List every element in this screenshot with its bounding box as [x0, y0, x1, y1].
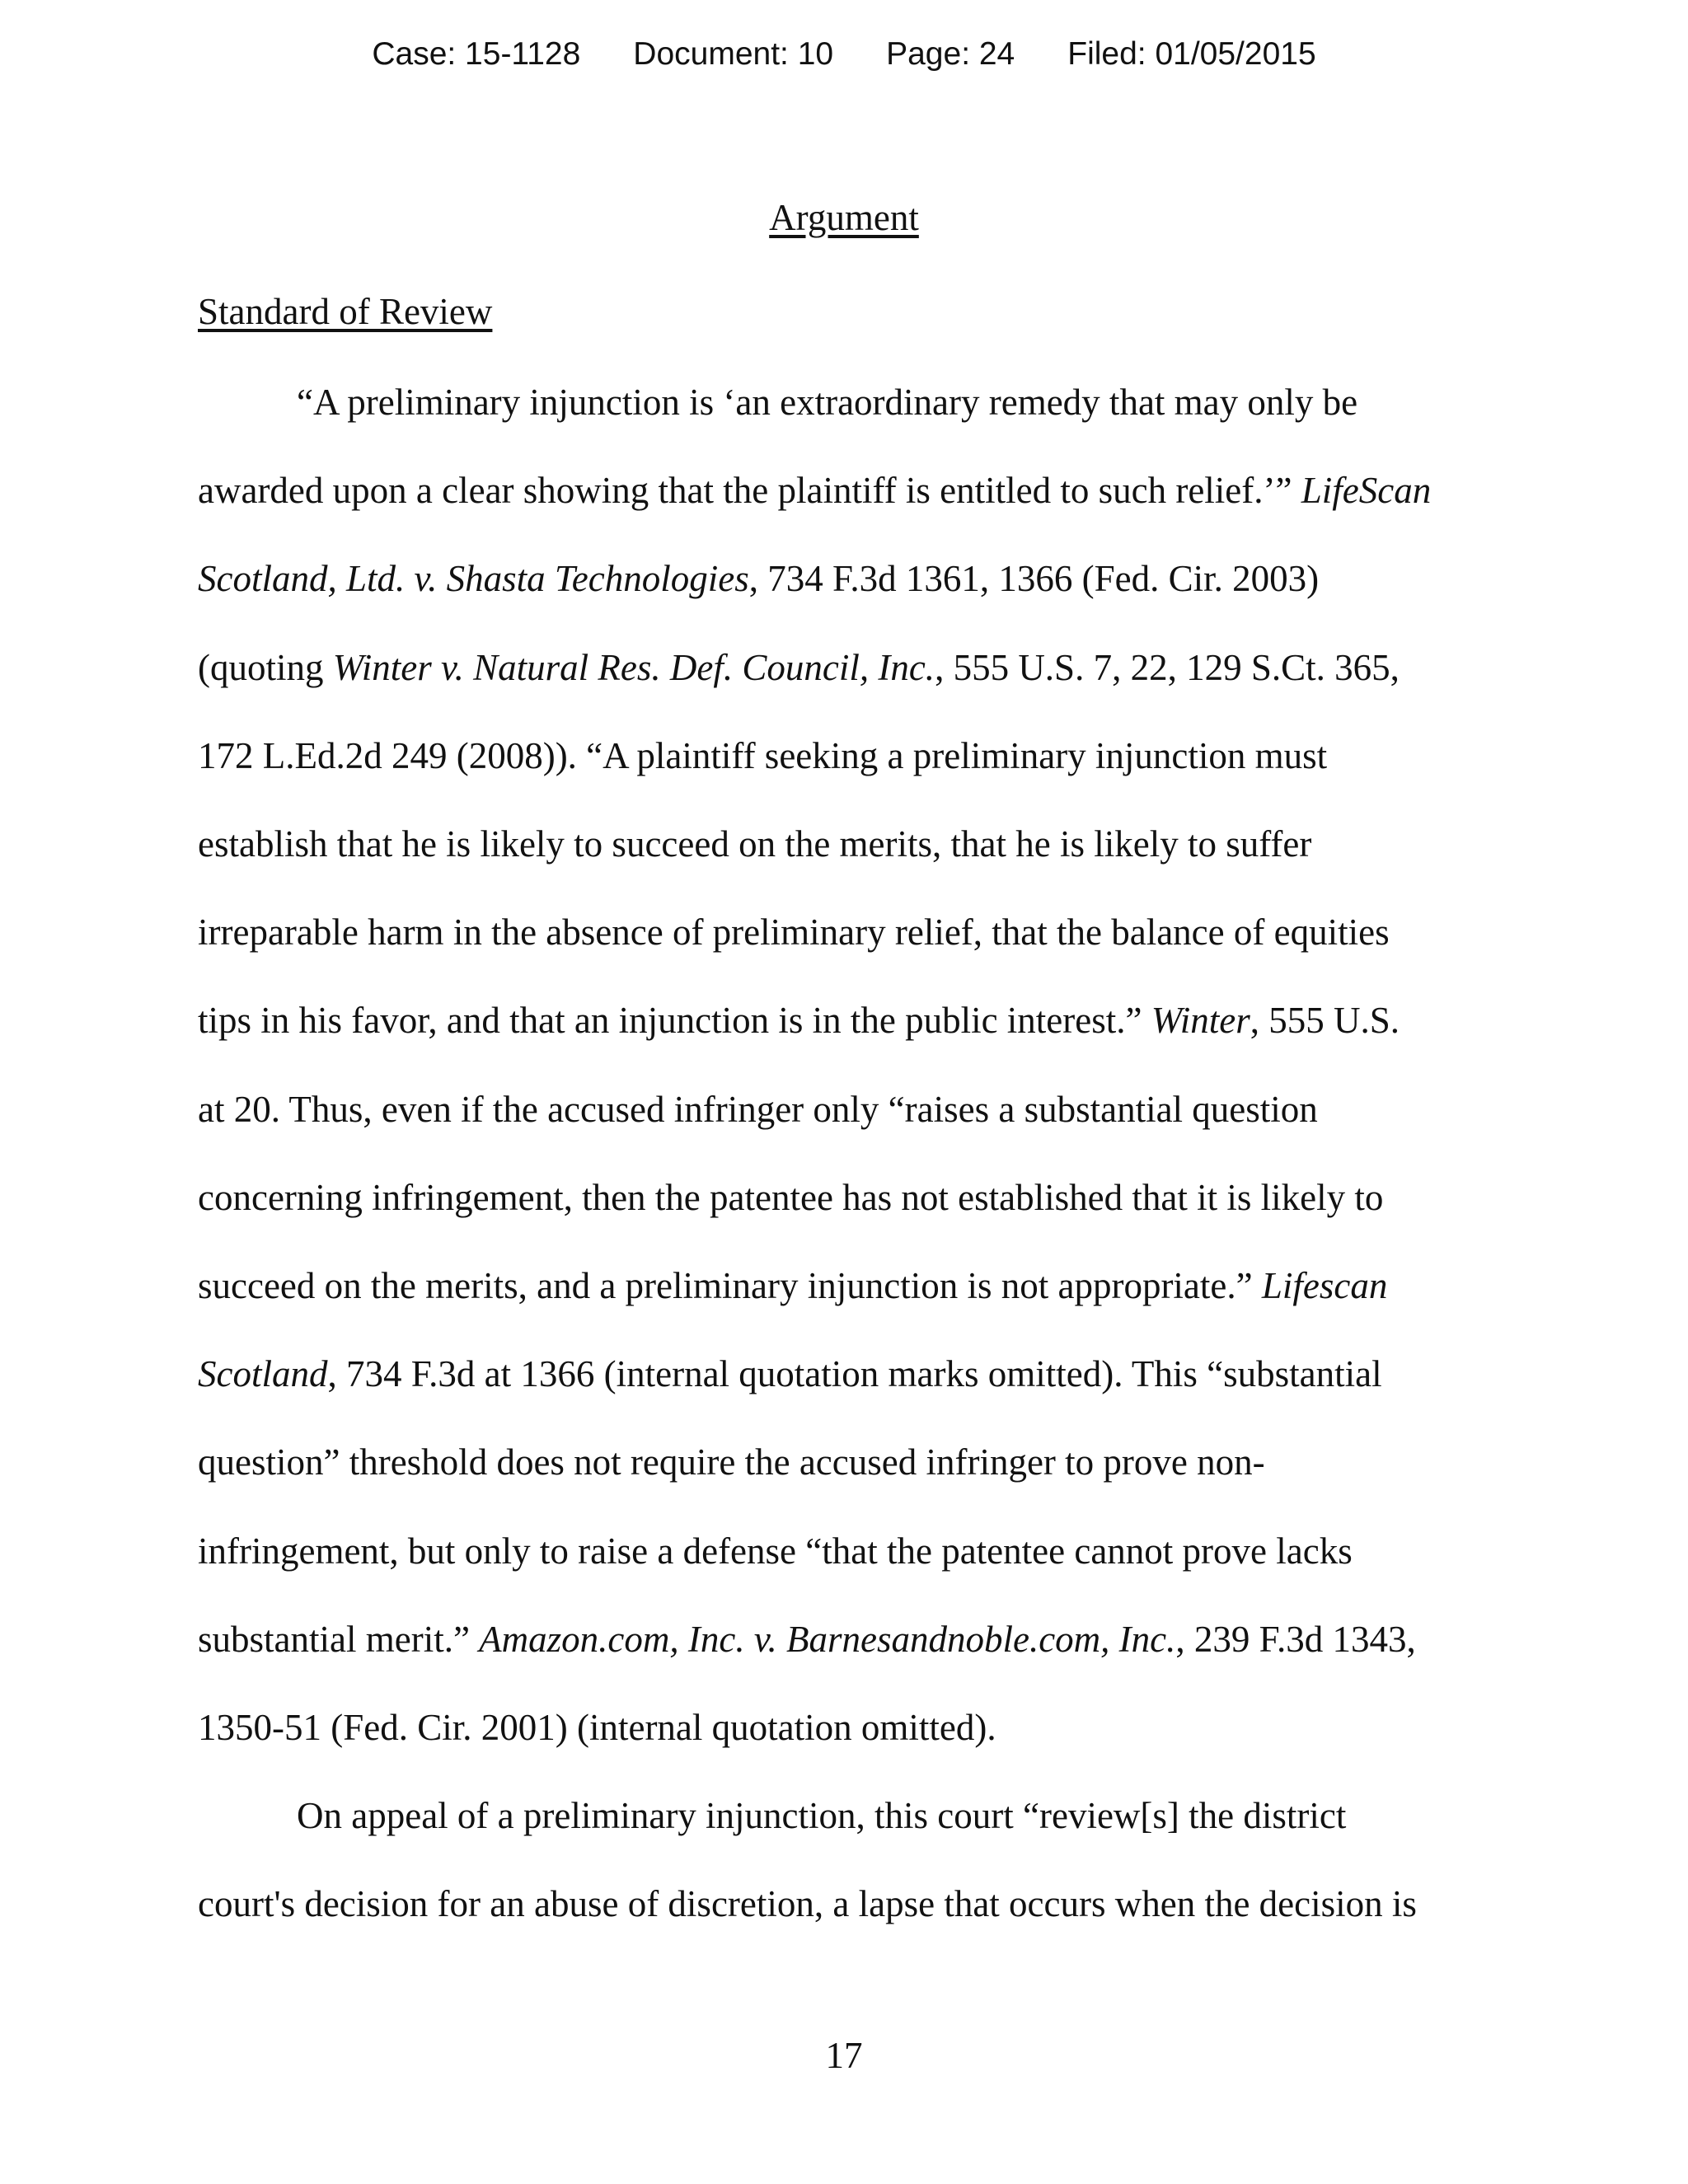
body-line: [198, 1530, 1353, 1572]
body-line: [198, 1706, 996, 1749]
case-citation: Winter: [1151, 1000, 1250, 1041]
case-number: Case: 15-1128: [372, 36, 581, 72]
body-line: [198, 1441, 1265, 1483]
body-text-segment: , 555 U.S. 7, 22, 129 S.Ct. 365,: [935, 647, 1400, 688]
body-text-segment: 1350-51 (Fed. Cir. 2001) (internal quotation omitted).: [198, 1707, 996, 1748]
body-text-segment: , 734 F.3d 1361, 1366 (Fed. Cir. 2003): [748, 558, 1320, 599]
body-line: [198, 911, 1390, 954]
subsection-heading: Standard of Review: [198, 291, 493, 332]
body-text-segment: infringement, but only to raise a defense “that the patentee cannot prove lacks: [198, 1530, 1353, 1572]
body-text-segment: 172 L.Ed.2d 249 (2008)). “A plaintiff seeking a preliminary injunction must: [198, 735, 1328, 776]
body-line: [198, 646, 1400, 689]
body-line: [198, 1264, 1387, 1307]
body-text-segment: awarded upon a clear showing that the plaintiff is entitled to such relief.’”: [198, 470, 1301, 511]
body-text-segment: (quoting: [198, 647, 333, 688]
case-citation: LifeScan: [1301, 470, 1432, 511]
filed-date: Filed: 01/05/2015: [1067, 36, 1316, 72]
page-number: 17: [825, 2035, 863, 2076]
case-citation: Scotland, Ltd. v. Shasta Technologies: [198, 558, 749, 599]
case-citation: Scotland: [198, 1353, 328, 1394]
body-text-segment: establish that he is likely to succeed on the merits, that he is likely to suffer: [198, 823, 1312, 865]
body-text-segment: question” threshold does not require the accused infringer to prove non-: [198, 1441, 1265, 1483]
body-text-segment: succeed on the merits, and a preliminary injunction is not appropriate.”: [198, 1265, 1262, 1306]
body-text-segment: court's decision for an abuse of discretion, a lapse that occurs when the decision is: [198, 1883, 1417, 1924]
page-label: Page: 24: [886, 36, 1015, 72]
body-line: [198, 999, 1400, 1042]
body-text-segment: On appeal of a preliminary injunction, this court “review[s] the district: [297, 1795, 1347, 1836]
body-text-segment: concerning infringement, then the patentee has not established that it is likely to: [198, 1177, 1384, 1218]
section-heading: Argument: [769, 197, 919, 238]
body-text-segment: , 734 F.3d at 1366 (internal quotation marks omitted). This “substantial: [327, 1353, 1382, 1394]
body-line: [198, 469, 1431, 512]
body-line: [198, 1882, 1417, 1925]
body-line: [198, 1352, 1382, 1395]
body-text-segment: substantial merit.”: [198, 1619, 480, 1660]
body-line: [198, 1088, 1318, 1131]
case-citation: Winter v. Natural Res. Def. Council, Inc.: [332, 647, 935, 688]
body-text-segment: at 20. Thus, even if the accused infringer only “raises a substantial question: [198, 1089, 1318, 1130]
body-text-segment: tips in his favor, and that an injunction is in the public interest.”: [198, 1000, 1151, 1041]
body-line: [198, 1618, 1416, 1661]
case-citation: Lifescan: [1261, 1265, 1388, 1306]
body-text-segment: “A preliminary injunction is ‘an extraordinary remedy that may only be: [297, 382, 1358, 423]
body-line: [198, 1176, 1383, 1219]
body-text-segment: , 555 U.S.: [1250, 1000, 1400, 1041]
filing-header: [0, 36, 1688, 73]
body-line: [198, 557, 1319, 600]
body-line: [198, 823, 1311, 865]
case-citation: Amazon.com, Inc. v. Barnesandnoble.com, Inc.: [479, 1619, 1176, 1660]
body-line: [198, 734, 1327, 777]
body-text-segment: irreparable harm in the absence of preliminary relief, that the balance of equities: [198, 912, 1390, 953]
body-line: [297, 381, 1357, 424]
body-text-segment: , 239 F.3d 1343,: [1175, 1619, 1416, 1660]
document-number: Document: 10: [633, 36, 834, 72]
body-line: [297, 1794, 1346, 1837]
